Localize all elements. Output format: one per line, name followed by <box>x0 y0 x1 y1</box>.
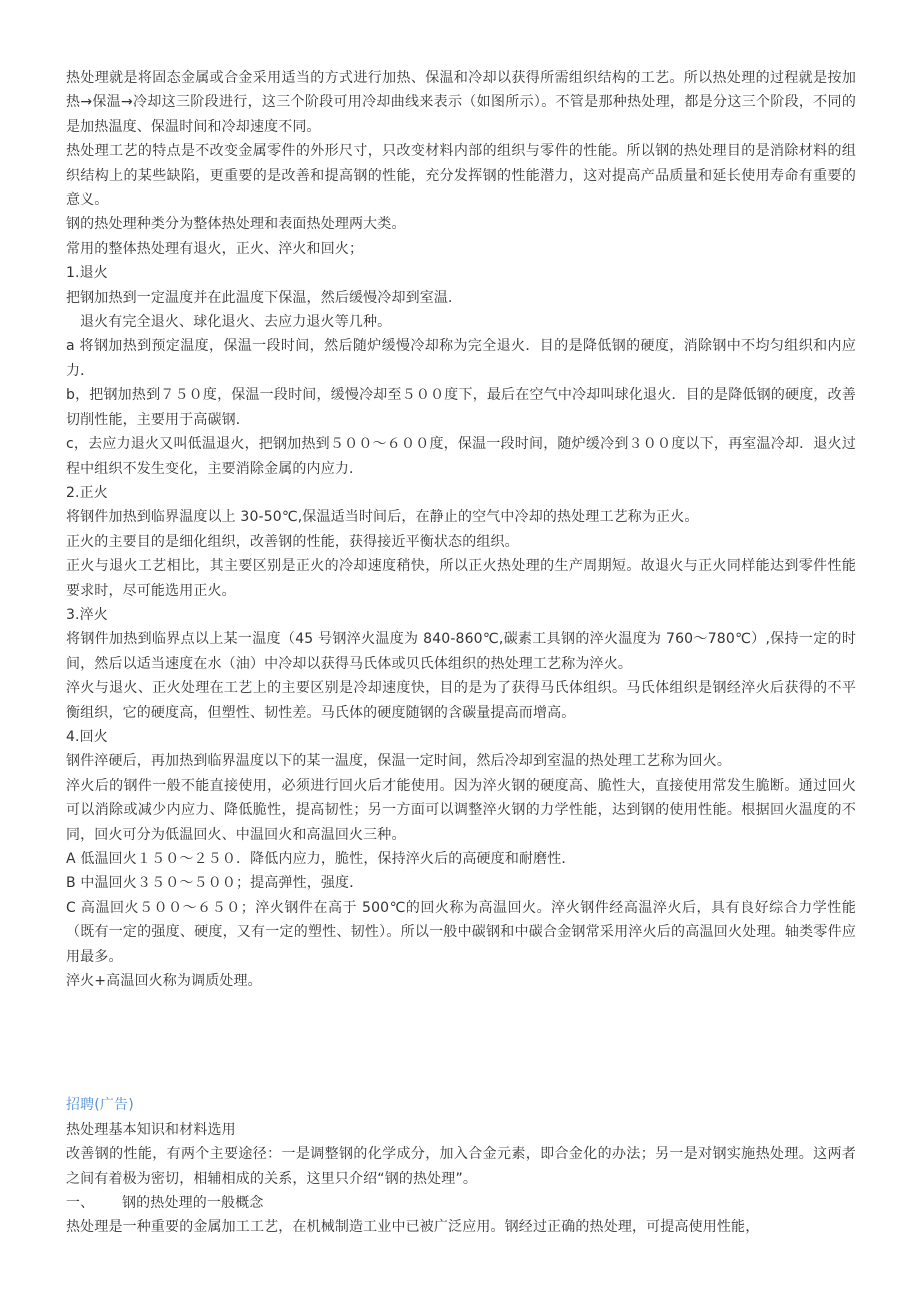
paragraph-tempering-low: A 低温回火１５０～２５０．降低内应力，脆性，保持淬火后的高硬度和耐磨性． <box>66 851 576 867</box>
paragraph-annealing-kinds: 退火有完全退火、球化退火、去应力退火等几种。 <box>80 314 392 331</box>
paragraph-tempering-use: 淬火后的钢件一般不能直接使用，必须进行回火后才能使用。因为淬火钢的硬度高、脆性大，直接使用常发生脆断。通过回火可以消除或减少内应力、降低脆性，提高韧性；另一方面可以调整淬火钢的力学性能，达到钢的使用性能。根据回火温度的不同，回火可分为低温回火、中温回火和高温回火三种。 <box>66 777 856 843</box>
paragraph-annealing-b: b，把钢加热到７５０度，保温一段时间，缓慢冷却至５００度下，最后在空气中冷却叫球化退火．目的是降低钢的硬度，改善切削性能，主要用于高碳钢． <box>66 387 856 428</box>
spacer <box>66 993 856 1093</box>
paragraph-common: 常用的整体热处理有退火，正火、淬火和回火； <box>66 240 364 257</box>
section-title: 钢的热处理的一般概念 <box>122 1195 264 1212</box>
paragraph-annealing-a: a 将钢加热到预定温度，保温一段时间，然后随炉缓慢冷却称为完全退火．目的是降低钢的硬度，消除钢中不均匀组织和内应力． <box>66 338 856 379</box>
heading-normalizing: 2.正火 <box>66 484 108 501</box>
second-last-paragraph: 热处理是一种重要的金属加工工艺，在机械制造工业中已被广泛应用。钢经过正确的热处理，可提高使用性能， <box>66 1219 760 1236</box>
paragraph-quench-temper: 淬火+高温回火称为调质处理。 <box>66 973 262 990</box>
second-intro: 改善钢的性能，有两个主要途径：一是调整钢的化学成分，加入合金元素，即合金化的办法；另一是对钢实施热处理。这两者之间有着极为密切，相辅相成的关系，这里只介绍“钢的热处理”。 <box>66 1146 856 1187</box>
paragraph-tempering-def: 钢件淬硬后，再加热到临界温度以下的某一温度，保温一定时间，然后冷却到室温的热处理工艺称为回火。 <box>66 753 732 770</box>
paragraph-quenching-compare: 淬火与退火、正火处理在工艺上的主要区别是冷却速度快，目的是为了获得马氏体组织。马氏体组织是钢经淬火后获得的不平衡组织，它的硬度高，但塑性、韧性差。马氏体的硬度随钢的含碳量提高而增高。 <box>66 680 856 721</box>
ad-link[interactable] <box>66 1093 856 1117</box>
heading-quenching: 3.淬火 <box>66 606 108 623</box>
paragraph-annealing-def: 把钢加热到一定温度并在此温度下保温，然后缓慢冷却到室温． <box>66 289 463 306</box>
paragraph-normalizing-purpose: 正火的主要目的是细化组织，改善钢的性能，获得接近平衡状态的组织。 <box>66 533 519 550</box>
paragraph-features: 热处理工艺的特点是不改变金属零件的外形尺寸，只改变材料内部的组织与零件的性能。所以钢的热处理目的是消除材料的组织结构上的某些缺陷，更重要的是改善和提高钢的性能，充分发挥钢的性能潜力，这对提高产品质量和延长使用寿命有重要的意义。 <box>66 143 856 209</box>
section-heading <box>66 1191 856 1215</box>
ad-link-label[interactable]: 招聘(广告) <box>66 1097 134 1114</box>
heading-annealing: 1.退火 <box>66 265 108 282</box>
paragraph-types: 钢的热处理种类分为整体热处理和表面热处理两大类。 <box>66 216 406 233</box>
paragraph-intro: 热处理就是将固态金属或合金采用适当的方式进行加热、保温和冷却以获得所需组织结构的工艺。所以热处理的过程就是按加热→保温→冷却这三阶段进行，这三个阶段可用冷却曲线来表示（如图所示）。不管是那种热处理，都是分这三个阶段，不同的是加热温度、保温时间和冷却速度不同。 <box>66 70 856 135</box>
paragraph-normalizing-def: 将钢件加热到临界温度以上 30-50℃,保温适当时间后，在静止的空气中冷却的热处理工艺称为正火。 <box>66 509 699 526</box>
section-number: 一、 <box>66 1195 95 1212</box>
paragraph-annealing-c: c，去应力退火又叫低温退火，把钢加热到５００～６００度，保温一段时间，随炉缓冷到３００度以下，再室温冷却．退火过程中组织不发生变化，主要消除金属的内应力． <box>66 436 856 477</box>
document-page <box>66 66 856 1240</box>
heading-tempering: 4.回火 <box>66 728 108 745</box>
paragraph-normalizing-compare: 正火与退火工艺相比，其主要区别是正火的冷却速度稍快，所以正火热处理的生产周期短。故退火与正火同样能达到零件性能要求时，尽可能选用正火。 <box>66 558 856 599</box>
paragraph-tempering-high: C 高温回火５００～６５０；淬火钢件在高于 500℃的回火称为高温回火。淬火钢件经高温淬火后，具有良好综合力学性能（既有一定的强度、硬度，又有一定的塑性、韧性）。所以一般中碳钢和中碳合金钢常采用淬火后的高温回火处理。轴类零件应用最多。 <box>66 899 856 965</box>
second-title: 热处理基本知识和材料选用 <box>66 1121 236 1138</box>
paragraph-tempering-mid: B 中温回火３５０～５００；提高弹性，强度． <box>66 875 364 892</box>
paragraph-quenching-def: 将钢件加热到临界点以上某一温度（45 号钢淬火温度为 840-860℃,碳素工具钢的淬火温度为 760～780℃）,保持一定的时间，然后以适当速度在水（油）中冷却以获得马氏体或贝氏体组织的热处理工艺称为淬火。 <box>66 631 856 672</box>
